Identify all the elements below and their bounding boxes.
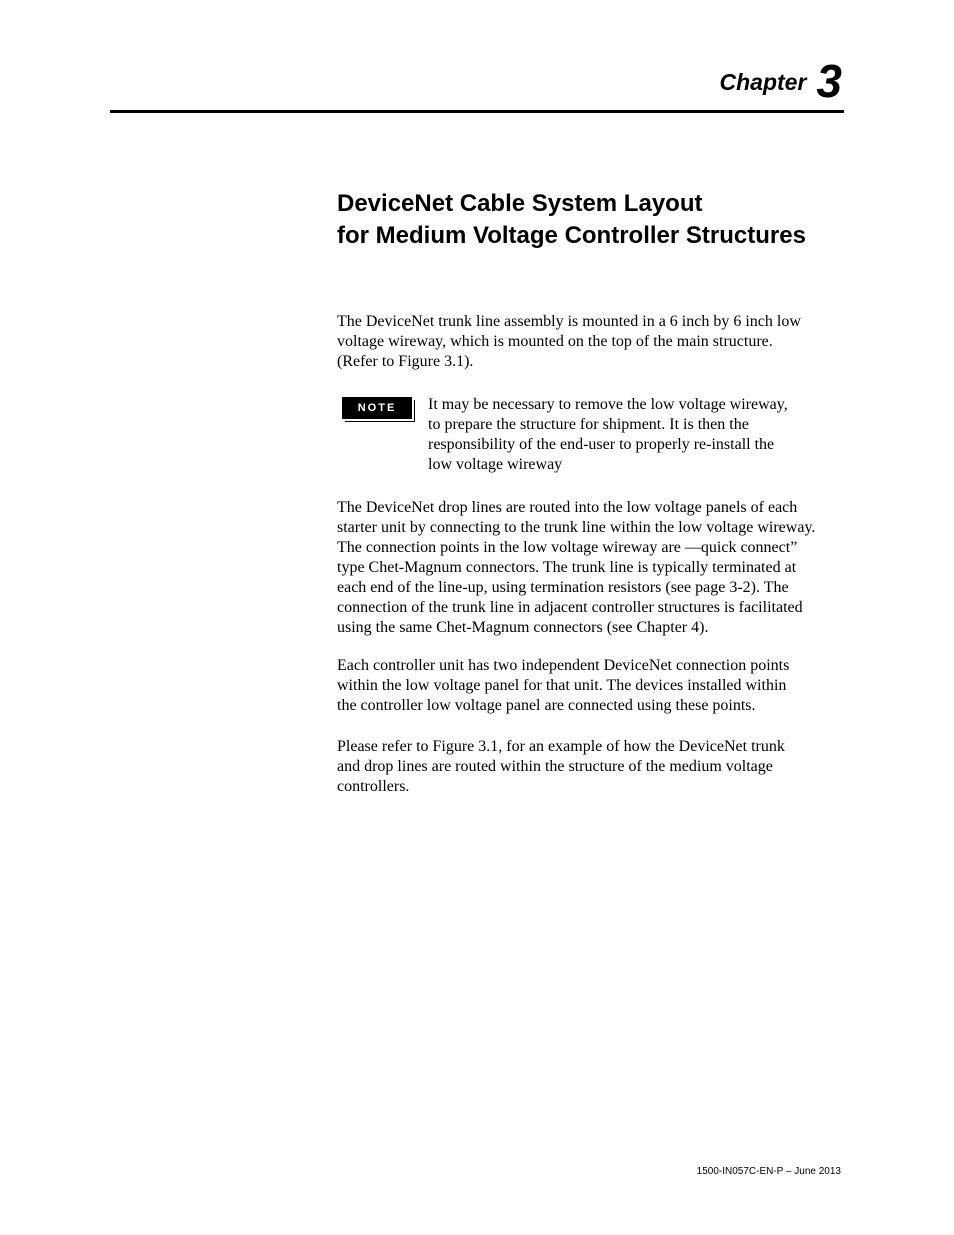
paragraph-figure-reference [337, 737, 847, 797]
note-line: low voltage wireway [428, 456, 563, 473]
chapter-number: 3 [816, 55, 842, 107]
text-line: The DeviceNet drop lines are routed into the low voltage panels of each [337, 499, 798, 516]
text-line: the controller low voltage panel are connected using these points. [337, 697, 756, 714]
chapter-divider [110, 110, 844, 113]
note-badge: NOTE [342, 397, 412, 419]
text-line: starter unit by connecting to the trunk line within the low voltage wireway. [337, 519, 816, 536]
text-line: The connection points in the low voltage wireway are ―quick connect” [337, 539, 798, 556]
text-line: connection of the trunk line in adjacent controller structures is facilitated [337, 599, 803, 616]
text-line: type Chet-Magnum connectors. The trunk line is typically terminated at [337, 559, 797, 576]
chapter-label: Chapter [719, 69, 807, 95]
text-line: Please refer to Figure 3.1, for an example of how the DeviceNet trunk [337, 738, 785, 755]
text-line: (Refer to Figure 3.1). [337, 353, 474, 370]
note-line: responsibility of the end-user to properly re-install the [428, 436, 775, 453]
text-line: and drop lines are routed within the structure of the medium voltage [337, 758, 773, 775]
paragraph-trunk-line [337, 312, 847, 372]
text-line: The DeviceNet trunk line assembly is mounted in a 6 inch by 6 inch low [337, 313, 801, 330]
paragraph-drop-lines [337, 498, 847, 638]
note-line: to prepare the structure for shipment. It is then the [428, 416, 749, 433]
text-line: using the same Chet-Magnum connectors (see Chapter 4). [337, 619, 709, 636]
text-line: within the low voltage panel for that unit. The devices installed within [337, 677, 787, 694]
note-line: It may be necessary to remove the low voltage wireway, [428, 396, 788, 413]
text-line: each end of the line-up, using termination resistors (see page 3-2). The [337, 579, 789, 596]
text-line: voltage wireway, which is mounted on the top of the main structure. [337, 333, 773, 350]
text-line: controllers. [337, 778, 410, 795]
footer-doc-id: 1500-IN057C-EN-P – June 2013 [696, 1166, 841, 1177]
paragraph-connection-points [337, 656, 847, 716]
text-line: Each controller unit has two independent DeviceNet connection points [337, 657, 790, 674]
page-title [337, 188, 806, 252]
chapter-header [719, 55, 843, 107]
note-text [428, 395, 788, 475]
title-line: DeviceNet Cable System Layout [337, 190, 703, 217]
title-line: for Medium Voltage Controller Structures [337, 222, 806, 249]
